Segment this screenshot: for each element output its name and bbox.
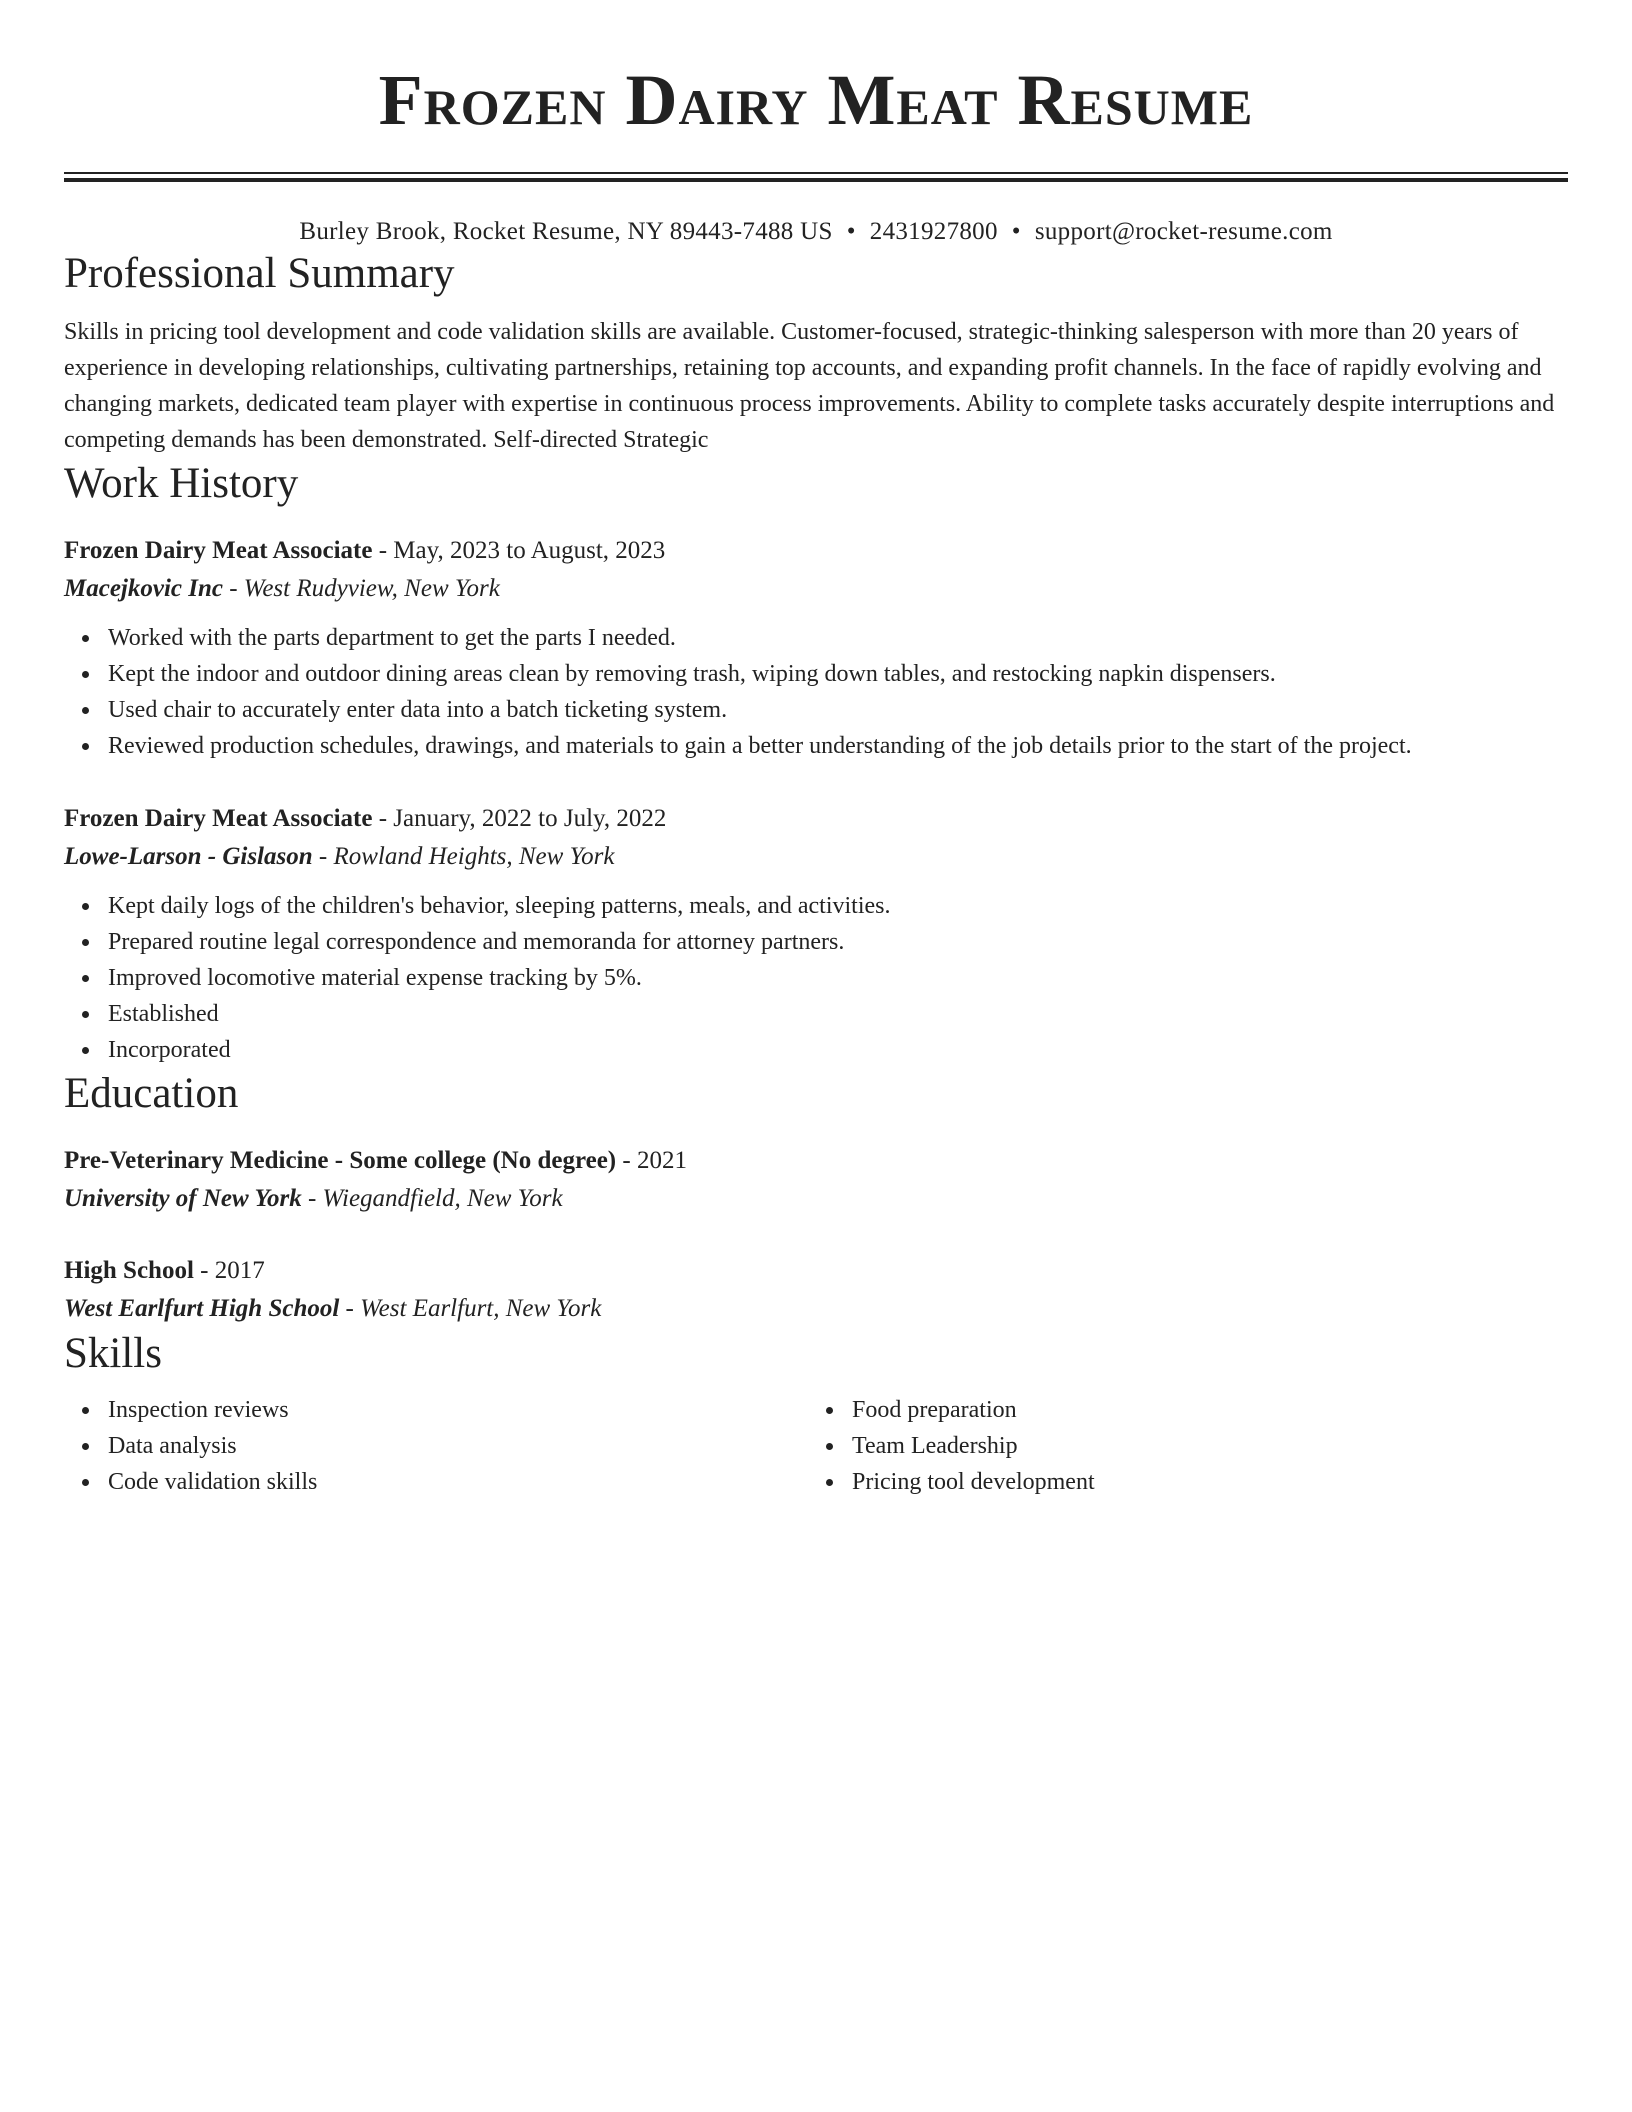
list-item <box>108 1032 1568 1068</box>
title-divider <box>64 172 1568 182</box>
skill-item <box>852 1392 1552 1428</box>
contact-separator: • <box>1011 218 1021 245</box>
summary-heading: Professional Summary <box>64 250 455 297</box>
job-dates: - January, 2022 to July, 2022 <box>372 805 667 832</box>
job-title: Frozen Dairy Meat Associate <box>64 537 373 564</box>
job-company: Macejkovic Inc <box>64 575 223 602</box>
job-title-line <box>64 532 1568 570</box>
education-entry <box>64 1252 1568 1328</box>
skill-text: Inspection reviews <box>108 1397 289 1423</box>
education-school-line <box>64 1180 1568 1218</box>
contact-separator: • <box>846 218 856 245</box>
education-location: - West Earlfurt, New York <box>339 1295 602 1322</box>
contact-email: support@rocket-resume.com <box>1034 218 1333 245</box>
list-item <box>108 960 1568 996</box>
list-item-text: Kept daily logs of the children's behavior, sleeping patterns, meals, and activities. <box>108 893 891 919</box>
skill-item <box>108 1428 808 1464</box>
education-location: - Wiegandfield, New York <box>301 1185 563 1212</box>
skills-column-right <box>808 1392 1552 1500</box>
list-item-text: Worked with the parts department to get the parts I needed. <box>108 625 676 651</box>
bullet-icon <box>82 1407 89 1414</box>
skill-item <box>108 1392 808 1428</box>
skills-list <box>64 1392 808 1500</box>
bullet-icon <box>82 939 89 946</box>
skill-text: Food preparation <box>852 1397 1017 1423</box>
list-item <box>108 924 1568 960</box>
job-company-line <box>64 570 1568 608</box>
bullet-icon <box>826 1443 833 1450</box>
skill-text: Code validation skills <box>108 1469 318 1495</box>
list-item <box>108 620 1568 656</box>
list-item <box>108 728 1568 764</box>
list-item-text: Established <box>108 1001 219 1027</box>
job-company-line <box>64 838 1568 876</box>
work-history-heading: Work History <box>64 460 299 507</box>
education-degree: High School <box>64 1257 194 1284</box>
bullet-icon <box>82 1479 89 1486</box>
job-title-line <box>64 800 1568 838</box>
list-item-text: Used chair to accurately enter data into a batch ticketing system. <box>108 697 728 723</box>
bullet-icon <box>82 1011 89 1018</box>
job-location: - Rowland Heights, New York <box>312 843 615 870</box>
skill-text: Pricing tool development <box>852 1469 1095 1495</box>
skills-grid <box>64 1392 1568 1500</box>
education-degree-line <box>64 1252 1568 1290</box>
list-item <box>108 692 1568 728</box>
bullet-icon <box>82 903 89 910</box>
skill-text: Data analysis <box>108 1433 237 1459</box>
job-dates: - May, 2023 to August, 2023 <box>372 537 666 564</box>
skills-column-left <box>64 1392 808 1500</box>
job-title: Frozen Dairy Meat Associate <box>64 805 373 832</box>
skills-heading: Skills <box>64 1330 162 1377</box>
list-item-text: Prepared routine legal correspondence and memoranda for attorney partners. <box>108 929 845 955</box>
bullet-icon <box>826 1479 833 1486</box>
bullet-icon <box>82 975 89 982</box>
education-degree-line <box>64 1142 1568 1180</box>
list-item <box>108 656 1568 692</box>
education-school: West Earlfurt High School <box>64 1295 340 1322</box>
list-item <box>108 888 1568 924</box>
bullet-icon <box>82 1443 89 1450</box>
skill-text: Team Leadership <box>852 1433 1018 1459</box>
list-item-text: Reviewed production schedules, drawings, and materials to gain a better understanding of the job details prior to the start of the project. <box>108 733 1412 759</box>
contact-address: Burley Brook, Rocket Resume, NY 89443-7488 US <box>299 218 833 245</box>
list-item-text: Kept the indoor and outdoor dining areas clean by removing trash, wiping down tables, and restocking napkin dispensers. <box>108 661 1276 687</box>
job-company: Lowe-Larson - Gislason <box>64 843 313 870</box>
job-location: - West Rudyview, New York <box>222 575 500 602</box>
skill-item <box>852 1464 1552 1500</box>
skill-item <box>108 1464 808 1500</box>
list-item-text: Improved locomotive material expense tracking by 5%. <box>108 965 642 991</box>
job-entry <box>64 532 1568 764</box>
resume-title: Frozen Dairy Meat Resume <box>378 60 1254 140</box>
education-entry <box>64 1142 1568 1218</box>
education-heading: Education <box>64 1070 239 1117</box>
list-item-text: Incorporated <box>108 1037 231 1063</box>
education-year: - 2017 <box>193 1257 265 1284</box>
skill-item <box>852 1428 1552 1464</box>
summary-text: Skills in pricing tool development and code validation skills are available. Customer-focused, strategic-thinking salesperson with more than 20 years of experience in developing relationships, cultivating partnerships, retaining top accounts, and expanding profit channels. In the face of rapidly evolving and changing markets, dedicated team player with expertise in continuous process improvements. Ability to complete tasks accurately despite interruptions and competing demands has been demonstrated. Self-directed Strategic <box>64 319 1555 453</box>
bullet-icon <box>826 1407 833 1414</box>
list-item <box>108 996 1568 1032</box>
education-school-line <box>64 1290 1568 1328</box>
bullet-icon <box>82 743 89 750</box>
bullet-icon <box>82 635 89 642</box>
education-school: University of New York <box>64 1185 302 1212</box>
education-year: - 2021 <box>616 1147 687 1174</box>
education-degree: Pre-Veterinary Medicine - Some college (No degree) <box>64 1147 617 1174</box>
skills-list <box>808 1392 1552 1500</box>
bullet-icon <box>82 1047 89 1054</box>
job-bullets <box>64 888 1568 1068</box>
bullet-icon <box>82 671 89 678</box>
job-entry <box>64 800 1568 1068</box>
contact-phone: 2431927800 <box>869 218 998 245</box>
contact-line <box>64 216 1568 248</box>
job-bullets <box>64 620 1568 764</box>
bullet-icon <box>82 707 89 714</box>
